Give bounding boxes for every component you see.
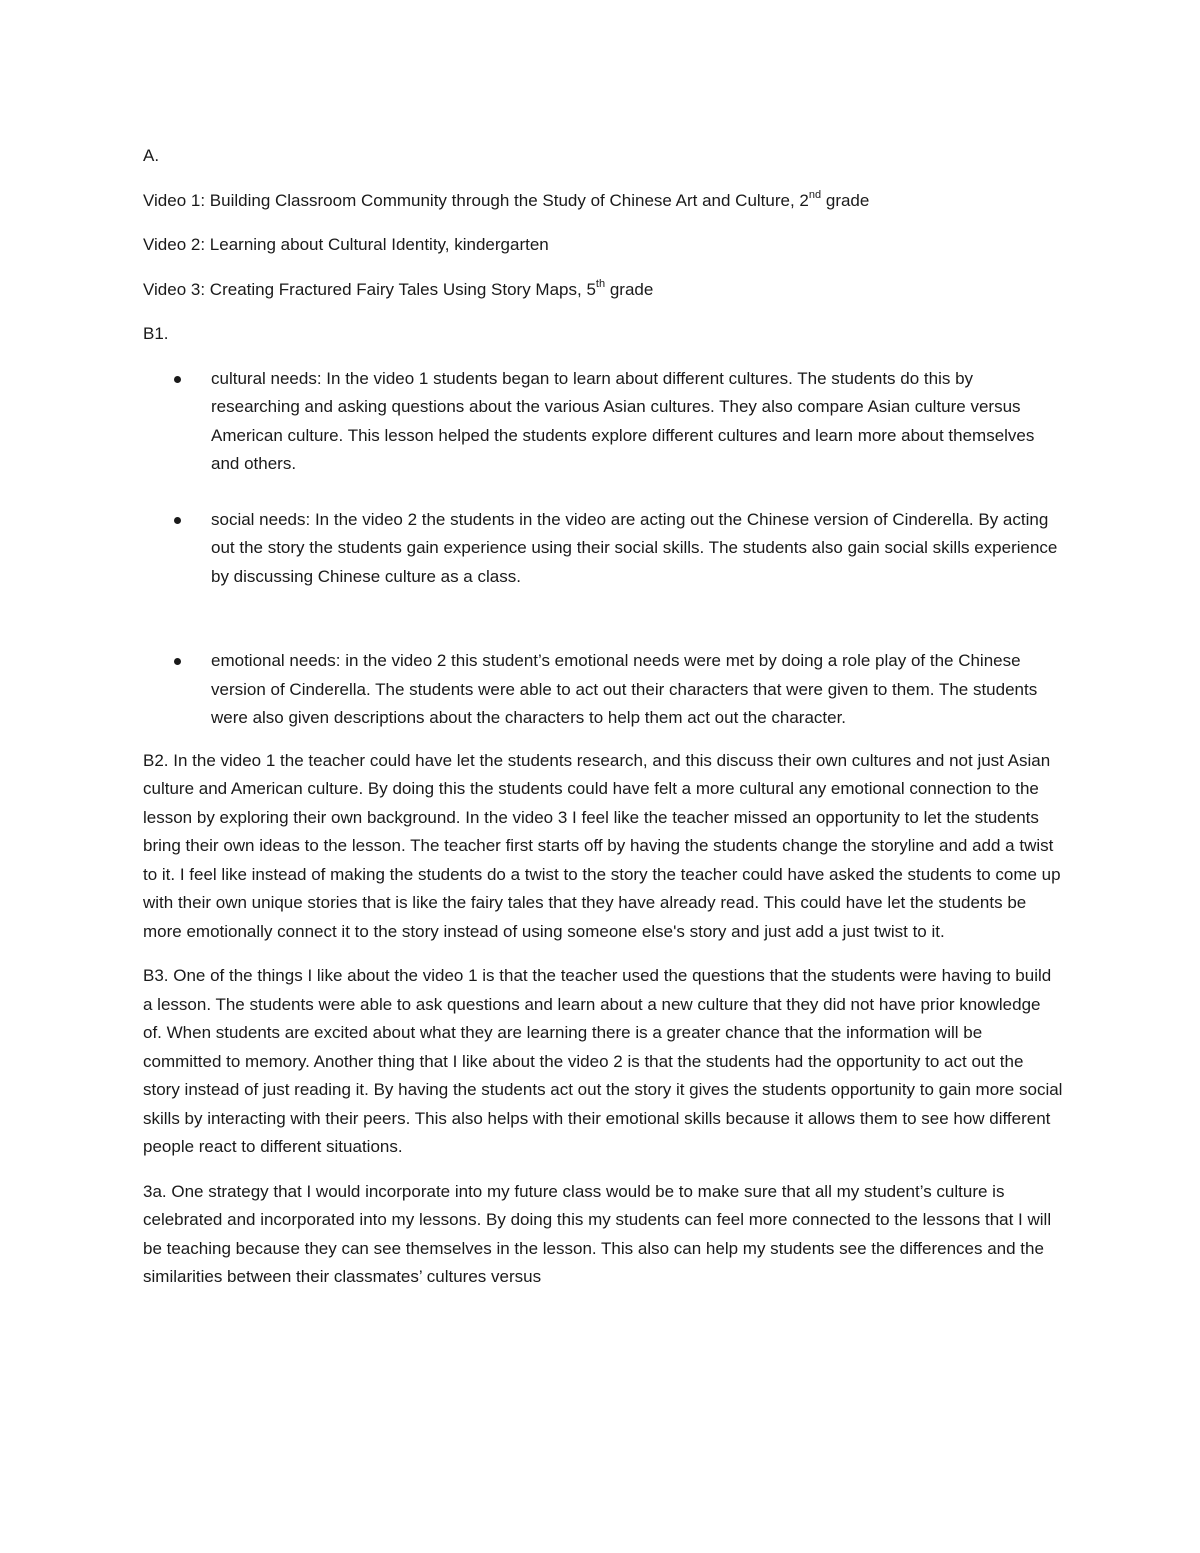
section-b3-paragraph: B3. One of the things I like about the video 1 is that the teacher used the questions that the students were having to build a lesson. The students were able to ask questions and learn about a new culture that they did not have prior knowledge of. When students are excited about what they are learning there is a greater chance that the information will be committed to memory. Another thing that I like about the video 2 is that the students had the opportunity to act out the story instead of just reading it. By having the students act out the story it gives the students opportunity to gain more social skills by interacting with their peers. This also helps with their emotional skills because it allows them to see how different people react to different situations. [143,966,1063,1156]
video-3-ordinal: th [595,277,606,290]
bullet-text: social needs: In the video 2 the students in the video are acting out the Chinese version of Cinderella. By acting out the story the students gain experience using their social skills. The students also gain social skills experience by discussing Chinese culture as a class. [211,509,1058,586]
bullet-text: cultural needs: In the video 1 students began to learn about different cultures. The students do this by researching and asking questions about the various Asian cultures. They also compare Asian culture versus American culture. This lesson helped the students explore different cultures and learn more about themselves and others. [211,368,1035,473]
bullet-social-needs [143,506,1063,592]
bullet-text: emotional needs: in the video 2 this student’s emotional needs were met by doing a role play of the Chinese version of Cinderella. The students were able to act out their characters that were given to them. The students were also given descriptions about the characters to help them act out the character. [211,651,1038,727]
video-3-line [143,276,1063,305]
video-1-grade: grade [821,190,870,210]
section-a-label [143,142,1063,171]
bullet-dot-icon [174,517,181,524]
video-1-line [143,187,1063,216]
section-b2-paragraph: B2. In the video 1 the teacher could have let the students research, and this discuss their own cultures and not just Asian culture and American culture. By doing this the students could have felt a more cultural any emotional connection to the lesson by exploring their own background. In the video 3 I feel like the teacher missed an opportunity to let the students bring their own ideas to the lesson. The teacher first starts off by having the students change the storyline and add a twist to it. I feel like instead of making the students do a twist to the story the teacher could have asked the students to come up with their own unique stories that is like the fairy tales that they have already read. This could have let the students be more emotionally connect it to the story instead of using someone else's story and just add a just twist to it. [143,750,1061,941]
section-a-label-text: A. [143,146,160,165]
video-1-ordinal: nd [808,188,822,201]
video-1-text: Video 1: Building Classroom Community through the Study of Chinese Art and Culture, 2 [143,190,809,210]
bullet-dot-icon [174,658,181,665]
section-b1-label [143,320,1063,349]
video-3-grade: grade [605,279,654,299]
b1-bullet-list [143,365,1063,733]
video-3-text: Video 3: Creating Fractured Fairy Tales Using Story Maps, 5 [143,279,596,299]
section-b1-label-text: B1. [143,324,169,343]
bullet-emotional-needs [143,647,1063,733]
bullet-dot-icon [174,376,181,383]
video-2-text: Video 2: Learning about Cultural Identity, kindergarten [143,235,549,254]
document-body [143,142,1063,1308]
section-3a-paragraph: 3a. One strategy that I would incorporate into my future class would be to make sure that all my student’s culture is celebrated and incorporated into my lessons. By doing this my students can feel more connected to the lessons that I will be teaching because they can see themselves in the lesson. This also can help my students see the differences and the similarities between their classmates’ cultures versus [143,1181,1052,1286]
bullet-cultural-needs [143,365,1063,479]
video-2-line [143,231,1063,260]
